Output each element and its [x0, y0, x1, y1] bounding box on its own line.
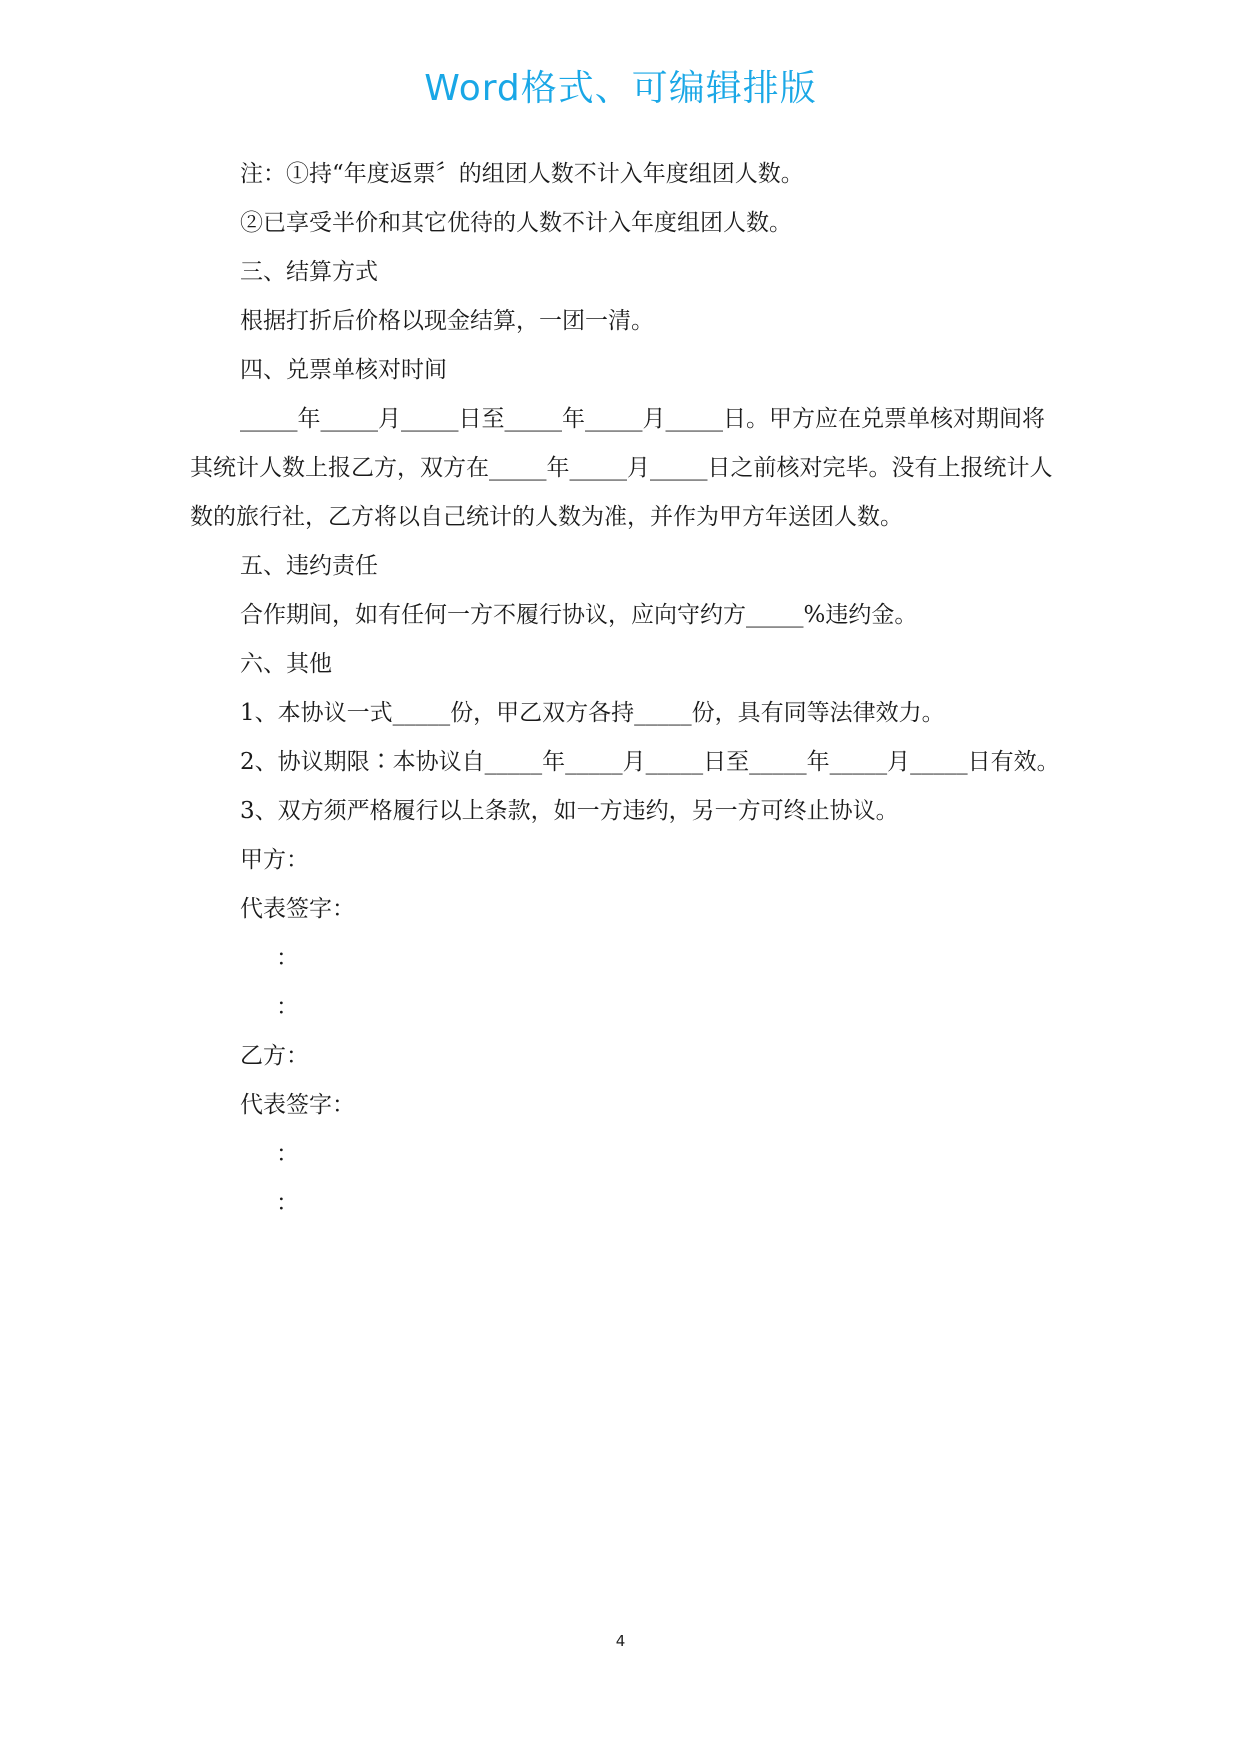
section-heading: 四、兑票单核对时间 [240, 357, 447, 383]
section-heading: 五、违约责任 [240, 553, 378, 579]
clause-paragraph: 3、双方须严格履行以上条款，如一方违约，另一方可终止协议。 [240, 798, 899, 824]
signature-field: ： [276, 994, 299, 1020]
signature-label: 代表签字： [240, 896, 355, 922]
signature-field: ： [276, 945, 299, 971]
section-heading: 三、结算方式 [240, 259, 378, 285]
signature-field: ： [276, 1190, 299, 1216]
clause-paragraph: 1、本协议一式_____份，甲乙双方各持_____份，具有同等法律效力。 [240, 700, 945, 726]
note-paragraph: ②已享受半价和其它优待的人数不计入年度组团人数。 [240, 210, 792, 236]
section-heading: 六、其他 [240, 651, 332, 677]
note-paragraph: 注：①持“年度返票〞的组团人数不计入年度组团人数。 [240, 161, 804, 187]
party-a-label: 甲方： [240, 847, 309, 873]
page-number: 4 [615, 1632, 626, 1650]
body-paragraph: 根据打折后价格以现金结算，一团一清。 [240, 308, 654, 334]
signature-field: ： [276, 1141, 299, 1167]
clause-paragraph: 2、协议期限∶本协议自_____年_____月_____日至_____年_____月_____日有效。 [240, 749, 1060, 775]
body-paragraph: 合作期间，如有任何一方不履行协议，应向守约方_____%违约金。 [240, 602, 918, 628]
document-header-title: Word格式、可编辑排版 [424, 68, 817, 109]
party-b-label: 乙方： [240, 1043, 309, 1069]
document-body [190, 150, 1060, 1228]
body-paragraph: _____年_____月_____日至_____年_____月_____日。甲方应在兑票单核对期间将其统计人数上报乙方，双方在_____年_____月_____日之前核对完毕。没有上报统计人数的旅行社，乙方将以自己统计的人数为准，并作为甲方年送团人数。 [190, 406, 1053, 530]
signature-label: 代表签字： [240, 1092, 355, 1118]
